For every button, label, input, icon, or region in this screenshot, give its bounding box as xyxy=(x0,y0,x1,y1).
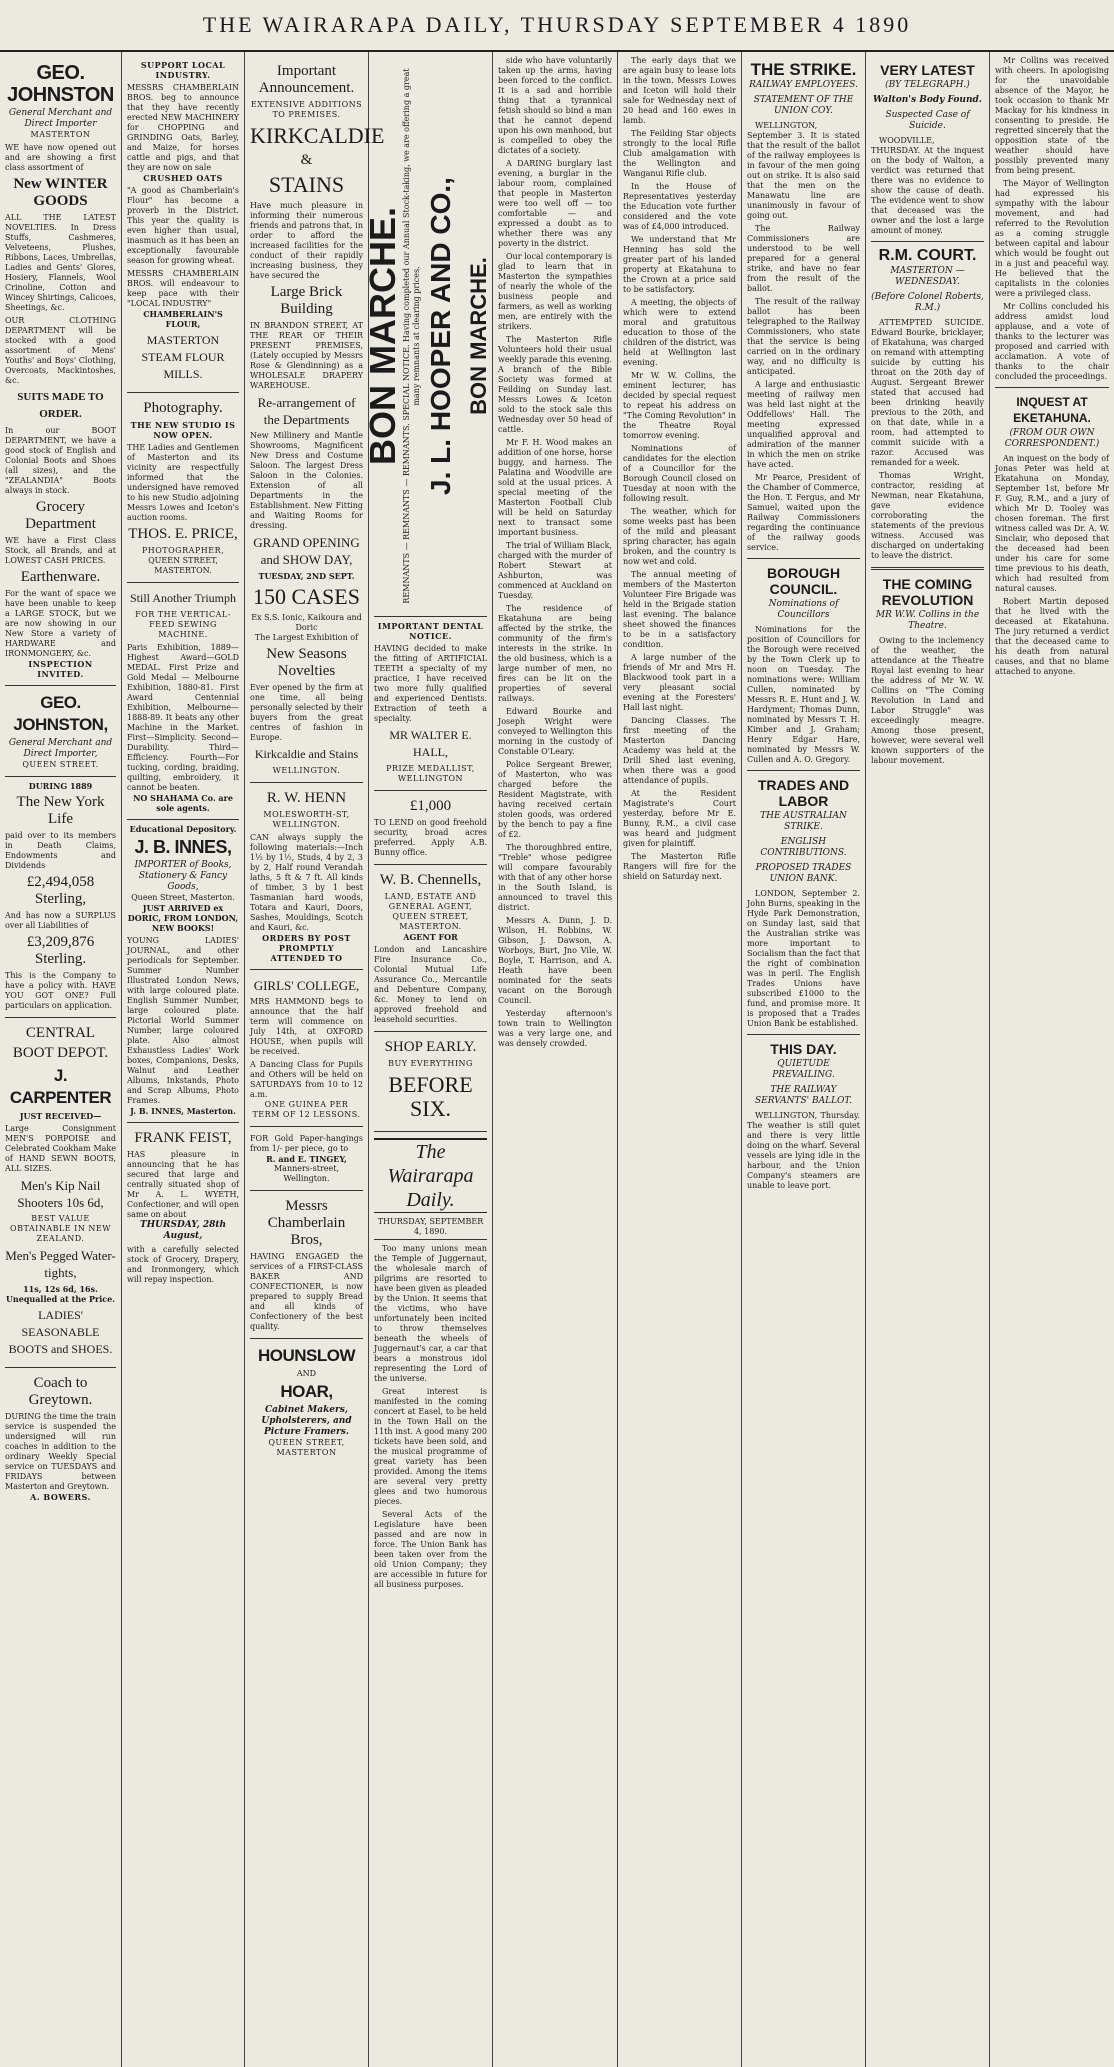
ad-johnston-invite: INSPECTION INVITED. xyxy=(28,659,93,679)
ad-boot-best: BEST VALUE OBTAINABLE IN NEW ZEALAND. xyxy=(10,1214,111,1243)
ad-innes-arrived: JUST ARRIVED ex DORIC, FROM LONDON, NEW BOOKS! xyxy=(127,903,239,933)
latest-para: WOODVILLE, THURSDAY. At the inquest on the body of Walton, a verdict was returned that there was no evidence to show the cause of death. The evidence went to show that deceased was the owner and the lost a large amount of money. xyxy=(871,136,984,235)
ad-coach-name: A. BOWERS. xyxy=(30,1492,91,1502)
ad-johnston-boot: In our BOOT DEPARTMENT, we have a good stock of English and Colonial Boots and Shoes (all sizes), and the "ZEALANDIA" Boots always in stock. xyxy=(5,426,116,495)
column-8 xyxy=(866,52,990,2067)
ad-nyl-amount2: £3,209,876 Sterling. xyxy=(26,934,95,967)
ad-photo-role: PHOTOGRAPHER, xyxy=(141,546,225,555)
news-col5-para-9: Police Sergeant Brewer, of Masterton, who was charged before the Resident Magistrate, with having received certain stolen goods, was ordered by the bench to pay a fine of £2. xyxy=(498,760,612,839)
ad-tingey xyxy=(250,1127,363,1191)
ad-nyl-during: DURING 1889 xyxy=(28,781,93,791)
divider xyxy=(747,1034,860,1035)
ad-shop-sub: BUY EVERYTHING xyxy=(388,1059,473,1068)
ad-industry-quote: "A good as Chamberlain's Flour" has become a proverb in the District. This year the quality is even higher than usual, inasmuch as it has been an exceptionally favourable season for growing wheat. xyxy=(127,186,239,265)
editorial-dateline: THURSDAY, SEPTEMBER 4, 1890. xyxy=(374,1217,487,1240)
ad-industry-ask: MESSRS CHAMBERLAIN BROS. will endeavour to keep pace with their "LOCAL INDUSTRY" xyxy=(127,269,239,308)
divider xyxy=(747,770,860,771)
news-col6-para-2: The Feilding Star objects strongly to the local Rifle Club amalgamation with the Wellington and Wanganui Rifle club. xyxy=(623,129,736,178)
ad-boot-ladies: LADIES' SEASONABLE BOOTS and SHOES. xyxy=(8,1308,113,1356)
news-col5-para-12: Yesterday afternoon's town train to Wellington was a very large one, and was densely crowded. xyxy=(498,1009,612,1048)
ad-college-body: MRS HAMMOND begs to announce that the half term will commence on July 14th, at OXFORD HOUSE, when pupils will be received. xyxy=(250,997,363,1056)
column-5 xyxy=(493,52,618,2067)
strike-para-5: Mr Pearce, President of the Chamber of Commerce, the Hon. T. Fergus, and Mr Samuel, waited upon the Railway Commissioners regarding the continuance of the railway goods service. xyxy=(747,473,860,552)
news-col5-para-10: The thoroughbred entire, "Treble" whose pedigree will compare favourably with that of any other horse in the South Island, is announced to travel this district. xyxy=(498,843,612,912)
strike-para-2: The Railway Commissioners are understood to be well prepared for a general strike, and have no fear from the result of the ballot. xyxy=(747,224,860,293)
inquest-para-1: An inquest on the body of Jonas Peter was held at Ekatahuna on Monday, September 1st, before Mr F. Guy, R.M., and a jury of which Mr D. Tooley was chosen foreman. The first witness called was Dr. A. W. Sinclair, who deposed that the deceased had been under his care for some time previous to his death, which had resulted from natural causes. xyxy=(995,454,1109,593)
ad-new-york-life xyxy=(5,777,116,1018)
ad-henn-name: R. W. HENN xyxy=(266,790,347,806)
news-col6-para-1: The early days that we are again busy to lease lots in the town. Messrs Lowes and Iceton will hold their sale for Wednesday next of 20 head and 160 ewes in lamb. xyxy=(623,56,736,125)
ad-innes-title: Educational Depository. xyxy=(129,824,237,834)
ad-bon-marche-small: REMNANTS — REMNANTS — REMNANTS. SPECIAL NOTICE. Having completed our Annual Stock-taking, we are offering a great many remnants at clearing prices. xyxy=(401,68,421,604)
ad-johnston-1 xyxy=(5,56,116,686)
ad-tingey-street: Manners-street, Wellington. xyxy=(273,1164,339,1183)
ad-nyl-body3: This is the Company to have a policy with. HAVE YOU GOT ONE? Full particulars on application. xyxy=(5,971,116,1010)
column-4 xyxy=(361,52,493,2067)
divider xyxy=(871,241,984,242)
borough-subhead: Nominations of Councillors xyxy=(768,599,839,620)
ad-central-boot-depot xyxy=(5,1018,116,1368)
ad-shop-early xyxy=(374,1032,487,1132)
ad-shop-title: SHOP EARLY. xyxy=(384,1039,477,1055)
ad-johnston-earthen: Earthenware. xyxy=(20,569,101,585)
ad-nyl-title: The New York Life xyxy=(16,794,105,827)
ad-kirk-date: TUESDAY, 2ND SEPT. xyxy=(258,571,355,581)
ad-feist-name: FRANK FEIST, xyxy=(134,1130,232,1146)
ad-innes-body: YOUNG LADIES' JOURNAL, and other periodicals for September. Summer Number Illustrated London News, with large coloured plate. English Summer Number, large coloured plate. Pictorial World Summer Number, large coloured plate. Also almost Exhaustless Ladies' Work boxes, Companions, Desks, Walnut and Leather Albums, Inkstands, Photo and Scrap Albums, Photo Frames. xyxy=(127,936,239,1105)
editorial-para-1: Too many unions mean the Temple of Juggernaut, the wholesale march of pilgrims are resorted to have been given as pleaded by the Union. It seems that the victims, who have unfortunately been incited to throw themselves beneath the wheels of Juggernaut's car, a car that bears a monstrous idol representing the Lord of the universe. xyxy=(374,1244,487,1383)
news-col6-para-12: At the Resident Magistrate's Court yesterday, before Mr E. Bunny, R.M., a civil case was heard and judgment given for plaintiff. xyxy=(623,789,736,848)
ad-johnston-intro: WE have now opened out and are showing a first class assortment of xyxy=(5,143,116,172)
ad-tingey-body: FOR Gold Paper-hangings from 1/- per piece, go to xyxy=(250,1134,363,1153)
ad-bon-marche-top: BON MARCHE. xyxy=(361,207,403,465)
borough-para: Nominations for the position of Councillors for the Borough were received by the Town Clerk up to noon on Tuesday. The nominations were: William Cullen, nominated by Messrs R. E. Hunt and J. W. Hardyment; Thomas Dunn, nominated by Messrs T. H. Kimber and J. Graham; Henry Edgar Hare, nominated by Messrs W. Cullen and A. O. Gregory. xyxy=(747,625,860,764)
ad-kirk-ex: Ex S.S. Ionic, Kaikoura and Doric xyxy=(251,613,362,632)
ad-johnston-2 xyxy=(5,686,116,777)
ad-boot-kip: Men's Kip Nail Shooters 10s 6d, xyxy=(17,1178,104,1210)
latest-subhead-2: Walton's Body Found. xyxy=(873,95,982,105)
ad-sewing-title: Still Another Triumph xyxy=(129,591,237,605)
ad-henn-body: CAN always supply the following materials:—Inch 1½ by 1½, Studs, 4 by 2, 3 by 2, Half round Verandah laths, 5 ft & 7 ft. All kinds of timber, 3 by 1 best Tasmanian hard woods, Totara and Kauri, Doors, Sashes, Mouldings, Scotch and Kauri, &c. xyxy=(250,833,363,932)
ad-kirk-grand: GRAND OPENING and SHOW DAY, xyxy=(253,535,360,567)
news-col6-para-6: Mr W. W. Collins, the eminent lecturer, has decided by special request to repeat his address on "The Coming Revolution" in the Theatre Royal tomorrow evening. xyxy=(623,371,736,440)
ad-dental-body: HAVING decided to make the fitting of ARTIFICIAL TEETH a specialty of my practice, I have received two more fully qualified and experienced Dentists. Extraction of teeth a specialty. xyxy=(374,644,487,723)
ad-loan-amount: £1,000 xyxy=(409,798,452,814)
ad-sewing-body: Paris Exhibition, 1889—Highest Award—GOLD MEDAL. First Prize and Gold Medal — Melbourne Exhibition, 1880-81. First Award Centennial Exhibition, Melbourne—1888-89. It beats any other Machine in the Market. First—Simplicity. Second—Durability. Third—Efficiency. Fourth—For tucking, cording, braiding, quilting, embroidery, it cannot be beaten. xyxy=(127,643,239,792)
editorial-para-2: Great interest is manifested in the coming concert at Easel, to be held in the Town Hall on the 11th inst. A good many 200 tickets have been sold, and the musical programme of great variety has been provided. Among the items are several very pretty glees and two humorous pieces. xyxy=(374,1387,487,1506)
ad-johnston2-name: GEO. JOHNSTON, xyxy=(13,693,108,734)
news-col5-para-4: The Masterton Rifle Volunteers hold their usual weekly parade this evening. A branch of the Bible Society was formed at Feilding on Sunday last. Messrs Lowes & Iceton sold to the stock sale this Wednesday over 50 head of cattle. xyxy=(498,335,612,434)
ad-industry-crushed: CRUSHED OATS xyxy=(143,173,223,183)
ad-johnston-name: GEO. JOHNSTON xyxy=(7,62,114,106)
borough-heading: BOROUGH COUNCIL. xyxy=(766,565,841,597)
ad-kirk-exhib: The Largest Exhibition of xyxy=(254,633,359,642)
strike-subhead: RAILWAY EMPLOYEES. xyxy=(749,80,858,90)
ad-innes xyxy=(127,820,239,1123)
revolution-heading: THE COMING REVOLUTION xyxy=(881,576,974,608)
editorial-masthead: The Wairarapa Daily. xyxy=(374,1138,487,1213)
ad-johnston-earthen-body: For the want of space we have been unable to keep a LARGE STOCK, but we are now showing in our New Store a variety of HARDWARE and IRONMONGERY, &c. xyxy=(5,589,116,658)
ad-nyl-body1: paid over to its members in Death Claims, Endowments and Dividends xyxy=(5,831,116,870)
news-col5-para-2: A DARING burglary last evening, a burglar in the labour room, complained that people in Masterton were too well off — too comfortable — and expressed a doubt as to whether there was any poverty in the district. xyxy=(498,159,612,248)
ad-chennells-agent: AGENT FOR xyxy=(403,932,458,942)
ad-kirk-body2: IN BRANDON STREET, AT THE REAR OF THEIR PRESENT PREMISES, (Lately occupied by Messrs Rose & Glendinning) as a WHOLESALE DRAPERY WAREHOUSE. xyxy=(250,321,363,390)
ad-henn-orders: ORDERS BY POST PROMPTLY ATTENDED TO xyxy=(262,933,351,963)
ad-dental-title: IMPORTANT DENTAL NOTICE. xyxy=(377,621,484,641)
news-col5-para-5: Mr F. H. Wood makes an addition of one horse, horse buggy, and harness. The Palatina and Woodville are sold at the usual prices. A special meeting of the Masterton Football Club will be held on Saturday next to transact some important business. xyxy=(498,438,612,537)
news-col6-para-10: A large number of the friends of Mr and Mrs H. Blackwood took part in a very pleasant social evening at the Foresters' Hall last night. xyxy=(623,653,736,712)
ad-bon-marche xyxy=(361,56,491,617)
ad-photo-name: THOS. E. PRICE, xyxy=(128,526,238,542)
ad-sewing-machine xyxy=(127,583,239,820)
ad-coach-body: DURING the time the train service is suspended the undersigned will run coaches in addition to the ordinary Weekly Special service on TUESDAYS and FRIDAYS between Masterton and Greytown. xyxy=(5,1412,116,1491)
divider xyxy=(747,558,860,559)
ad-johnston-grocery: Grocery Department xyxy=(25,499,96,532)
ad-boot-price: 11s, 12s 6d, 16s. xyxy=(23,1284,98,1294)
ad-college-guinea: ONE GUINEA PER TERM OF 12 LESSONS. xyxy=(252,1100,361,1119)
ad-kirk-sign: Kirkcaldie and Stains xyxy=(254,747,359,761)
ad-johnston2-street: QUEEN STREET. xyxy=(22,760,99,769)
ad-johnston-role: General Merchant and Direct Importer xyxy=(8,108,113,129)
ad-johnston-clothing: OUR CLOTHING DEPARTMENT will be stocked with a good assortment of Mens' Youths' and Boys' Clothing, Overcoats, Mackintoshes, &c. xyxy=(5,316,116,385)
ad-kirk-novel: New Seasons Novelties xyxy=(266,646,347,679)
ad-boot-title1: CENTRAL xyxy=(25,1025,96,1041)
ad-photo-street: QUEEN STREET, MASTERTON. xyxy=(148,556,218,575)
ad-feist-date: THURSDAY, 28th August, xyxy=(139,1220,227,1241)
ad-chennells xyxy=(374,865,487,1032)
ad-tingey-name: R. and E. TINGEY, xyxy=(266,1154,347,1164)
ad-college-title: GIRLS' COLLEGE, xyxy=(253,978,360,993)
ad-industry-mill: MASTERTON STEAM FLOUR MILLS. xyxy=(141,333,225,381)
divider xyxy=(871,567,984,570)
ad-kirk-body: Have much pleasure in informing their numerous friends and patrons that, in order to afford the increased facilities for the conduct of their rapidly increasing business, they have secured the xyxy=(250,201,363,280)
ad-kirk-amp: & xyxy=(300,152,313,168)
ad-kirk-title: Important Announcement. xyxy=(258,63,355,96)
strike-para-3: The result of the railway ballot has been telegraphed to the Railway Commissioners, who state that the service is being carried on in the ordinary way, and no difficulty is anticipated. xyxy=(747,297,860,376)
news-col9-para-1: Mr Collins was received with cheers. In apologising for the unavoidable absence of the Mayor, he took occasion to thank Mr Mackay for his kindness in consenting to preside. He regretted sincerely that the opposition state of the weather should have possibly prevented many from being present. xyxy=(995,56,1109,175)
masthead-title: THE WAIRARAPA DAILY, THURSDAY SEPTEMBER 4 1890 xyxy=(202,12,912,37)
ad-johnston-town: MASTERTON xyxy=(30,130,91,139)
ad-dental xyxy=(374,617,487,791)
court-subhead: MASTERTON — WEDNESDAY. xyxy=(890,266,965,287)
inquest-subhead: (FROM OUR OWN CORRESPONDENT.) xyxy=(1004,428,1100,449)
ad-nyl-amount1: £2,494,058 Sterling, xyxy=(26,874,95,907)
this-day-para: WELLINGTON, Thursday. The weather is still quiet and there is very little doing on the wharf. Several vessels are lying idle in the harbour, and the Union Company's steamers are unable to leave port. xyxy=(747,1111,860,1190)
ad-baker-body: HAVING ENGAGED the services of a FIRST-CLASS BAKER AND CONFECTIONER, is now prepared to supply Bread and all kinds of Confectionery of the best quality. xyxy=(250,1252,363,1331)
ad-chennells-body: London and Lancashire Fire Insurance Co., Colonial Mutual Life Assurance Co., Mercantile and Debenture Company, &c. Money to lend on approved freehold and leasehold securities. xyxy=(374,945,487,1024)
ad-boot-pegged: Men's Pegged Water-tights, xyxy=(5,1248,116,1280)
ad-industry-flour: CHAMBERLAIN'S FLOUR, xyxy=(143,309,223,329)
ad-kirk-body3: New Millinery and Mantle Showrooms, Magnificent New Dress and Costume Saloon. The largest Dress Saloon in the Colonies. Extension of all Departments in the Establishment. New Fitting and Waiting Rooms for dressing. xyxy=(250,431,363,530)
latest-subhead: (BY TELEGRAPH.) xyxy=(885,80,970,90)
ad-hounslow-and: AND xyxy=(296,1369,317,1378)
ad-kirk-name1: KIRKCALDIE xyxy=(250,123,385,148)
news-col5-para-3: Our local contemporary is glad to learn that in Masterton the sympathies of nearly the whole of the business people and farmers, as well as working men, are entirely with the strikers. xyxy=(498,252,612,331)
this-day-subhead-2: THE RAILWAY SERVANTS' BALLOT. xyxy=(755,1085,852,1106)
ad-college-dance: A Dancing Class for Pupils and Others will be held on SATURDAYS from 10 to 12 a.m. xyxy=(250,1060,363,1099)
ad-boot-name: J. CARPENTER xyxy=(9,1066,112,1107)
ad-boot-title2: BOOT DEPOT. xyxy=(12,1045,109,1061)
ad-coach xyxy=(5,1368,116,1508)
column-1 xyxy=(0,52,122,2067)
ad-chennells-name: W. B. Chennells, xyxy=(379,872,482,888)
ad-chennells-role: LAND, ESTATE AND GENERAL AGENT, xyxy=(384,892,477,911)
ad-johnston2-role: General Merchant and Direct Importer, xyxy=(8,738,113,759)
ad-bon-marche-name: J. L. HOOPER AND CO., xyxy=(424,177,456,495)
revolution-para: Owing to the inclemency of the weather, the attendance at the Theatre Royal last evening to hear the address of Mr W. W. Collins on "The Coming Revolution in Land and Labor Struggle" was exceedingly meagre. Among those present, however, were several well known supporters of the labour movement. xyxy=(871,636,984,765)
column-9 xyxy=(990,52,1114,2067)
ad-johnston-suits: SUITS MADE TO ORDER. xyxy=(17,391,104,420)
court-para-2: Thomas Wright, contractor, residing at Newman, near Ekatahuna, gave evidence corroborating the statements of the previous witness. Accused was discharged on undertaking to leave the district. xyxy=(871,471,984,560)
ad-feist xyxy=(127,1123,239,1291)
ad-industry-title: SUPPORT LOCAL INDUSTRY. xyxy=(140,60,226,80)
ad-hounslow-role: Cabinet Makers, Upholsterers, and Picture Framers. xyxy=(261,1405,352,1437)
ad-innes-street: Queen Street, Masterton. xyxy=(131,893,235,902)
ad-nyl-body2: And has now a SURPLUS over all Liabilities of xyxy=(5,911,116,930)
trades-subhead-3: PROPOSED TRADES UNION BANK. xyxy=(755,863,852,884)
ad-photo-title: Photography. xyxy=(143,400,223,416)
trades-heading: TRADES AND LABOR xyxy=(757,777,850,809)
ad-johnston-body: ALL THE LATEST NOVELTIES. In Dress Stuffs, Cashmeres, Velveteens, Plushes, Ribbons, Laces, Umbrellas, Ladies and Gents' Glores, Hosiery, Flannels, Wool Crinoline, Cotton and Wincey Shirtings, Calicoes, Sheetings, &c. xyxy=(5,213,117,312)
ad-photo-body: THE Ladies and Gentlemen of Masterton and its vicinity are respectfully informed that the undersigned have removed to his new Studio adjoining Messrs Lowes and Iceton's auction rooms. xyxy=(127,443,239,522)
editorial-para-3: Several Acts of the Legislature have been passed and are now in force. The Union Bank has been taken over from the old Union Company; they are accessible in future for all business purposes. xyxy=(374,1510,487,1589)
news-col5-para-1: side who have voluntarily taken up the arms, having been forced to the conflict. It is a sad and horrible thing that a tyrannical fetish should so bind a man that he cannot depend upon his own manhood, but is compelled to obey the dictates of a society. xyxy=(498,56,612,155)
latest-subhead-3: Suspected Case of Suicide. xyxy=(885,110,970,131)
ad-hounslow-street: QUEEN STREET, MASTERTON xyxy=(268,1438,345,1457)
ad-hounslow-name2: HOAR, xyxy=(280,1382,333,1401)
ad-bon-marche-rotated xyxy=(361,66,498,606)
ad-loan-body: TO LEND on good freehold security, broad acres preferred. Apply A.B. Bunny office. xyxy=(374,818,487,857)
ad-hall-role: PRIZE MEDALLIST, xyxy=(386,764,475,773)
trades-subhead: THE AUSTRALIAN STRIKE. xyxy=(760,811,847,832)
news-col6-para-9: The annual meeting of members of the Masterton Volunteer Fire Brigade was held in the Brigade station last evening. The balance sheet showed the finances to be in a satisfactory condition. xyxy=(623,570,736,649)
news-col6-para-8: The weather, which for some weeks past has been of the mild and pleasant spring character, has again broken, and the country is now wet and cold. xyxy=(623,507,736,566)
column-2 xyxy=(122,52,245,2067)
ad-henn-town: MOLESWORTH-ST, WELLINGTON. xyxy=(263,810,350,829)
column-6 xyxy=(618,52,742,2067)
ad-photo-head: THE NEW STUDIO IS NOW OPEN. xyxy=(130,420,236,440)
news-col6-para-5: A meeting, the objects of which were to extend moral and gratuitous education to those of the children of the district, was held at Wellington last evening. xyxy=(623,298,736,367)
ad-feist-body2: with a carefully selected stock of Grocery, Drapery, and Ironmongery, which will repay inspection. xyxy=(127,1245,239,1284)
court-subhead-2: (Before Colonel Roberts, R.M.) xyxy=(871,292,984,313)
ad-boot-body: Large Consignment MEN'S PORPOISE and Celebrated Cookham Make of HAND SEWN BOOTS, ALL SIZES. xyxy=(5,1124,116,1173)
divider xyxy=(995,387,1109,388)
strike-subhead-2: STATEMENT OF THE UNION COY. xyxy=(753,95,854,116)
ad-local-industry xyxy=(127,56,239,393)
ad-chennells-street: QUEEN STREET, MASTERTON. xyxy=(392,912,469,931)
ad-kirk-town: WELLINGTON. xyxy=(272,766,341,775)
ad-boot-received: JUST RECEIVED— xyxy=(19,1111,102,1121)
ad-chamberlain-baker xyxy=(250,1191,363,1339)
ad-hall-town: WELLINGTON xyxy=(397,774,464,783)
ad-johnston-grocery-body: WE have a First Class Stock, all Brands, and at LOWEST CASH PRICES. xyxy=(5,536,116,565)
this-day-subhead: QUIETUDE PREVAILING. xyxy=(772,1059,835,1080)
ad-henn xyxy=(250,783,363,970)
news-col9-para-2: The Mayor of Wellington had expressed his sympathy with the labour movement, and had referred to the Revolution as a coming struggle between capital and labour which would be fought out in a just and peaceful way. He believed that the capitalists in the colonies were a privileged class. xyxy=(995,179,1109,298)
ad-sewing-agent: NO SHAHAMA Co. are sole agents. xyxy=(133,793,233,813)
court-para-1: ATTEMPTED SUICIDE. Edward Bourke, bricklayer, of Ekatahuna, was charged on remand with attempting suicide by cutting his throat on the 20th day of August. Sergeant Brewer stated that accused had been drinking heavily previous to the 20th, and on that date, while in a room, had attempted to commit suicide with a razor. Accused was remanded for a week. xyxy=(871,318,984,467)
ad-industry-body: MESSRS CHAMBERLAIN BROS. beg to announce that they have recently erected NEW MACHINERY for CHOPPING and GRINDING Oats, Barley, and Maize, for horses cattle and pigs, and that they are now on sale xyxy=(127,83,239,172)
inquest-para-2: Robert Martin deposed that he lived with the deceased at Ekatahuna. The jury returned a verdict that the deceased came to his death from natural causes, and that no blame attached to anyone. xyxy=(995,597,1109,676)
ad-innes-role: IMPORTER of Books, Stationery & Fancy Goods, xyxy=(134,860,232,892)
ad-kirk-name2: STAINS xyxy=(268,172,345,197)
ad-sewing-sub: FOR THE VERTICAL-FEED SEWING MACHINE. xyxy=(135,610,231,639)
ad-johnston-goods: New WINTER GOODS xyxy=(13,176,108,209)
news-col5-para-8: Edward Bourke and Joseph Wright were conveyed to Wellington this morning in the custody of Constable O'Leary. xyxy=(498,707,612,756)
ad-baker-name: Messrs Chamberlain Bros, xyxy=(267,1198,346,1248)
columns xyxy=(0,52,1114,2067)
news-col6-para-3: In the House of Representatives yesterday the Education vote further considered and the vote was of £4,000 introduced. xyxy=(623,182,736,231)
trades-para: LONDON, September 2. John Burns, speaking in the Hyde Park Demonstration, on Sunday last, said that the Australian strike was more important to Socialism than the fact that the right of combination was in peril. The English Trades Unions have subscribed £1000 to the fund, and promise more. It is proposed that a Trades Union Bank be established. xyxy=(747,889,860,1028)
ad-kirk-body4: Ever opened by the firm at one time, all being personally selected by their buyers from the great centres of fashion in Europe. xyxy=(250,683,363,742)
ad-innes-name: J. B. INNES, xyxy=(134,837,232,857)
news-col6-para-4: We understand that Mr Henning has sold the greater part of his landed property at Ekatahuna to the Crown at a price said to be satisfactory. xyxy=(623,235,736,294)
ad-hounslow xyxy=(250,1339,363,1464)
ad-girls-college xyxy=(250,970,363,1127)
news-col6-para-13: The Masterton Rifle Rangers will fire for the shield on Saturday next. xyxy=(623,852,736,881)
court-heading: R.M. COURT. xyxy=(878,247,977,264)
revolution-subhead: MR W.W. Collins in the Theatre. xyxy=(875,610,980,631)
news-col5-para-7: The residence of Ekatahuna are being affected by the strike, the community of the firm's interests in the strike. In the old business, which is a large number of men, no fires can be lit on the properties of several railways. xyxy=(498,604,612,703)
trades-subhead-2: ENGLISH CONTRIBUTIONS. xyxy=(760,837,847,858)
news-col9-para-3: Mr Collins concluded his address amidst loud applause, and a vote of thanks to the lecturer was proposed and carried with acclamation. A vote of thanks to the chair concluded the proceedings. xyxy=(995,302,1109,381)
this-day-heading: THIS DAY. xyxy=(770,1041,837,1057)
masthead xyxy=(0,0,1114,52)
ad-kirk-large: Large Brick Building xyxy=(270,284,343,317)
latest-heading: VERY LATEST xyxy=(880,62,975,78)
ad-boot-unequalled: Unequalled at the Price. xyxy=(5,1294,116,1304)
ad-photography xyxy=(127,393,239,583)
news-col5-para-6: The trial of William Black, charged with the murder of Robert Stewart at Ashburton, was commenced at Auckland on Tuesday. xyxy=(498,541,612,600)
news-col6-para-11: Dancing Classes. The first meeting of the Masterton Dancing Academy was held at the Drill Shed last evening, when there was a good attendance of pupils. xyxy=(623,716,736,785)
ad-feist-body: HAS pleasure in announcing that he has secured that large and centrally situated shop of Mr A. L. WYETH, Confectioner, and will open same on about xyxy=(127,1150,239,1219)
ad-coach-title: Coach to Greytown. xyxy=(28,1375,93,1408)
news-col6-para-7: Nominations of candidates for the election of a Councillor for the Borough Council closed on Tuesday at noon with the following result. xyxy=(623,444,736,503)
strike-para-1: WELLINGTON, September 3. It is stated that the result of the ballot of the railway employees is in favour of the men going out on strike. It is also said that the men on the Manawatu line are unanimously in favour of going out. xyxy=(747,121,860,220)
ad-hall-name: MR WALTER E. HALL, xyxy=(389,728,472,759)
ad-hounslow-name1: HOUNSLOW xyxy=(257,1346,356,1365)
ad-kirk-cases: 150 CASES xyxy=(253,584,360,609)
ad-loan xyxy=(374,791,487,865)
strike-para-4: A large and enthusiastic meeting of railway men was held last night at the Oddfellows' Hall. The meeting expressed unqualified approval and admiration of the manner in which the men on strike have acted. xyxy=(747,380,860,469)
ad-bon-marche-place: BON MARCHE. xyxy=(465,257,491,415)
news-col5-para-11: Messrs A. Dunn, J. D. Wilson, H. Robbins, W. Gibson, J. Dawson, A. Worboys, Burt, Jno Vile, W. Boyle, T. Harrison, and A. Heath have been nominated for the seats vacant on the Borough Council. xyxy=(498,916,612,1005)
column-7 xyxy=(742,52,866,2067)
ad-kirk-sub: EXTENSIVE ADDITIONS TO PREMISES. xyxy=(250,100,363,119)
ad-kirk-rearr: Re-arrangement of the Departments xyxy=(257,395,356,427)
strike-heading: THE STRIKE. xyxy=(750,60,857,79)
ad-shop-big: BEFORE SIX. xyxy=(388,1072,473,1121)
ad-innes-sign: J. B. INNES, Masterton. xyxy=(130,1106,236,1116)
inquest-heading: INQUEST AT EKETAHUNA. xyxy=(1013,395,1091,425)
